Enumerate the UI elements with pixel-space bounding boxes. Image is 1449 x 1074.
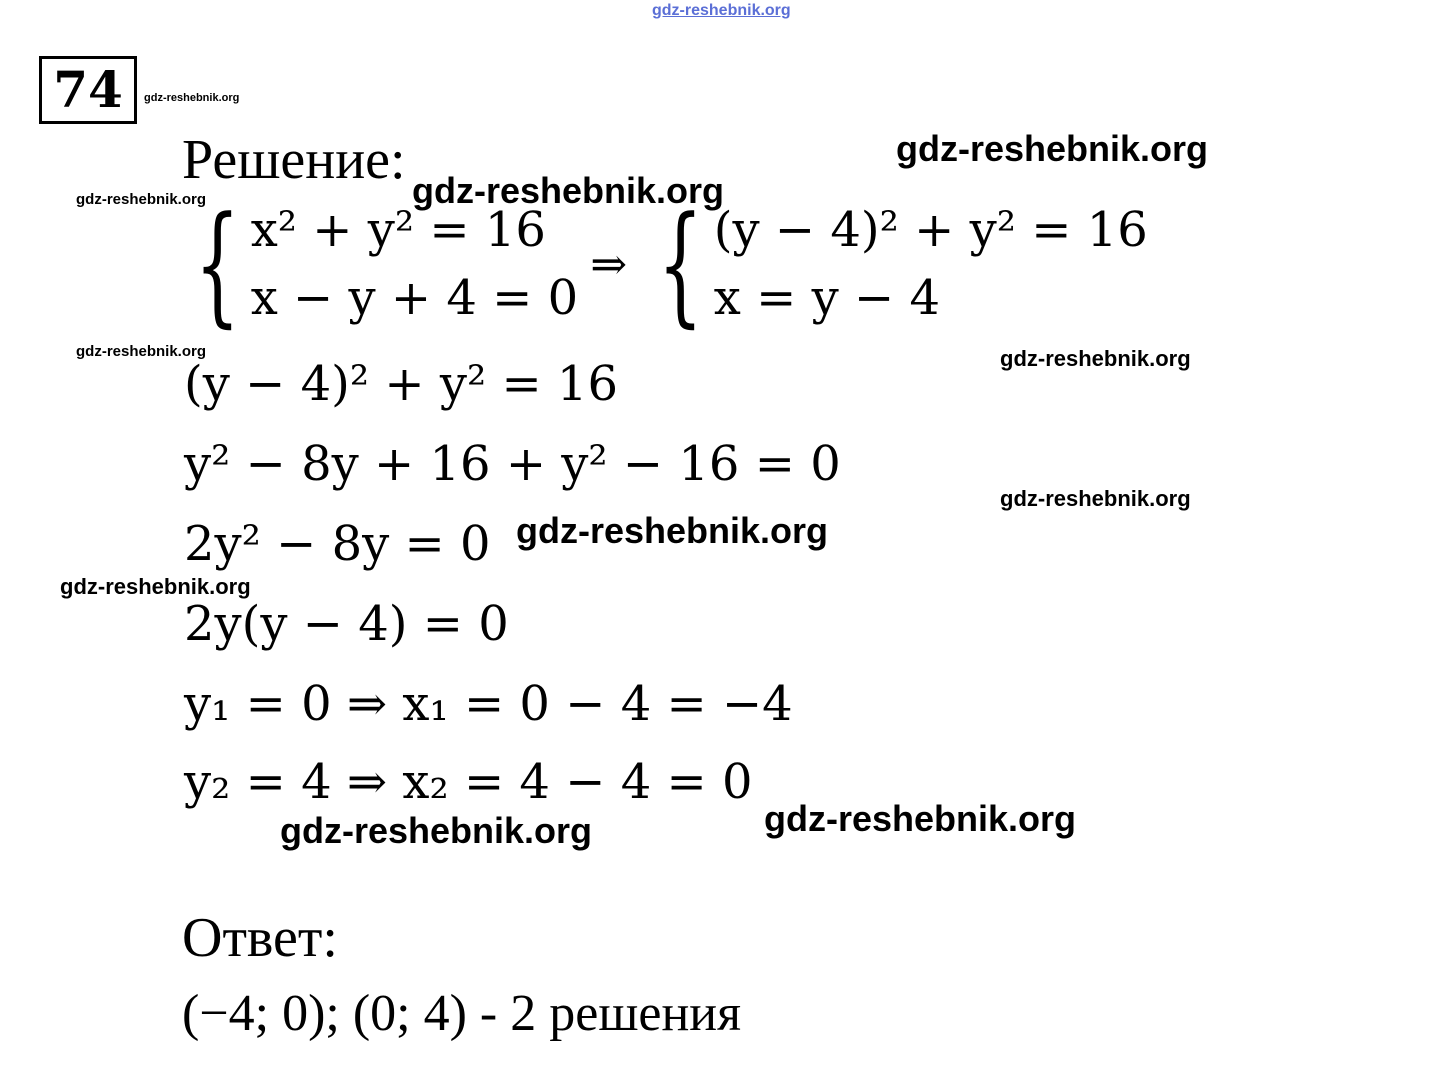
step-6: y₂ = 4 ⇒ x₂ = 4 − 4 = 0 — [184, 754, 753, 810]
answer-text: (−4; 0); (0; 4) - 2 решения — [182, 985, 742, 1042]
watermark: gdz-reshebnik.org — [60, 574, 251, 599]
step-4: 2y(y − 4) = 0 — [184, 596, 509, 652]
solution-heading: Решение: — [182, 129, 406, 191]
system-right-line1: (y − 4)² + y² = 16 — [713, 202, 1148, 258]
watermark: gdz-reshebnik.org — [764, 798, 1077, 839]
step-1: (y − 4)² + y² = 16 — [184, 356, 618, 412]
watermark: gdz-reshebnik.org — [1000, 486, 1191, 511]
implies-arrow: ⇒ — [590, 238, 628, 290]
system-right — [714, 196, 1148, 332]
watermark: gdz-reshebnik.org — [76, 343, 207, 360]
watermark: gdz-reshebnik.org — [280, 810, 593, 851]
system-left — [251, 196, 578, 332]
right-brace: { — [657, 188, 704, 340]
answer-heading: Ответ: — [182, 907, 338, 969]
step-3: 2y² − 8y = 0 — [184, 516, 491, 572]
watermark: gdz-reshebnik.org — [412, 170, 725, 211]
left-brace: { — [194, 188, 241, 340]
watermark: gdz-reshebnik.org — [144, 92, 240, 104]
step-2: y² − 8y + 16 + y² − 16 = 0 — [184, 436, 841, 492]
problem-number: 74 — [39, 56, 137, 124]
watermark: gdz-reshebnik.org — [76, 191, 207, 208]
system-left-line2: x − y + 4 = 0 — [250, 270, 579, 326]
system-right-line2: x = y − 4 — [713, 270, 940, 326]
watermark: gdz-reshebnik.org — [896, 128, 1209, 169]
watermark: gdz-reshebnik.org — [1000, 346, 1191, 371]
step-5: y₁ = 0 ⇒ x₁ = 0 − 4 = −4 — [184, 676, 793, 732]
watermark: gdz-reshebnik.org — [516, 510, 829, 551]
system-left-line1: x² + y² = 16 — [250, 202, 546, 258]
watermark-top: gdz-reshebnik.org — [652, 2, 791, 19]
